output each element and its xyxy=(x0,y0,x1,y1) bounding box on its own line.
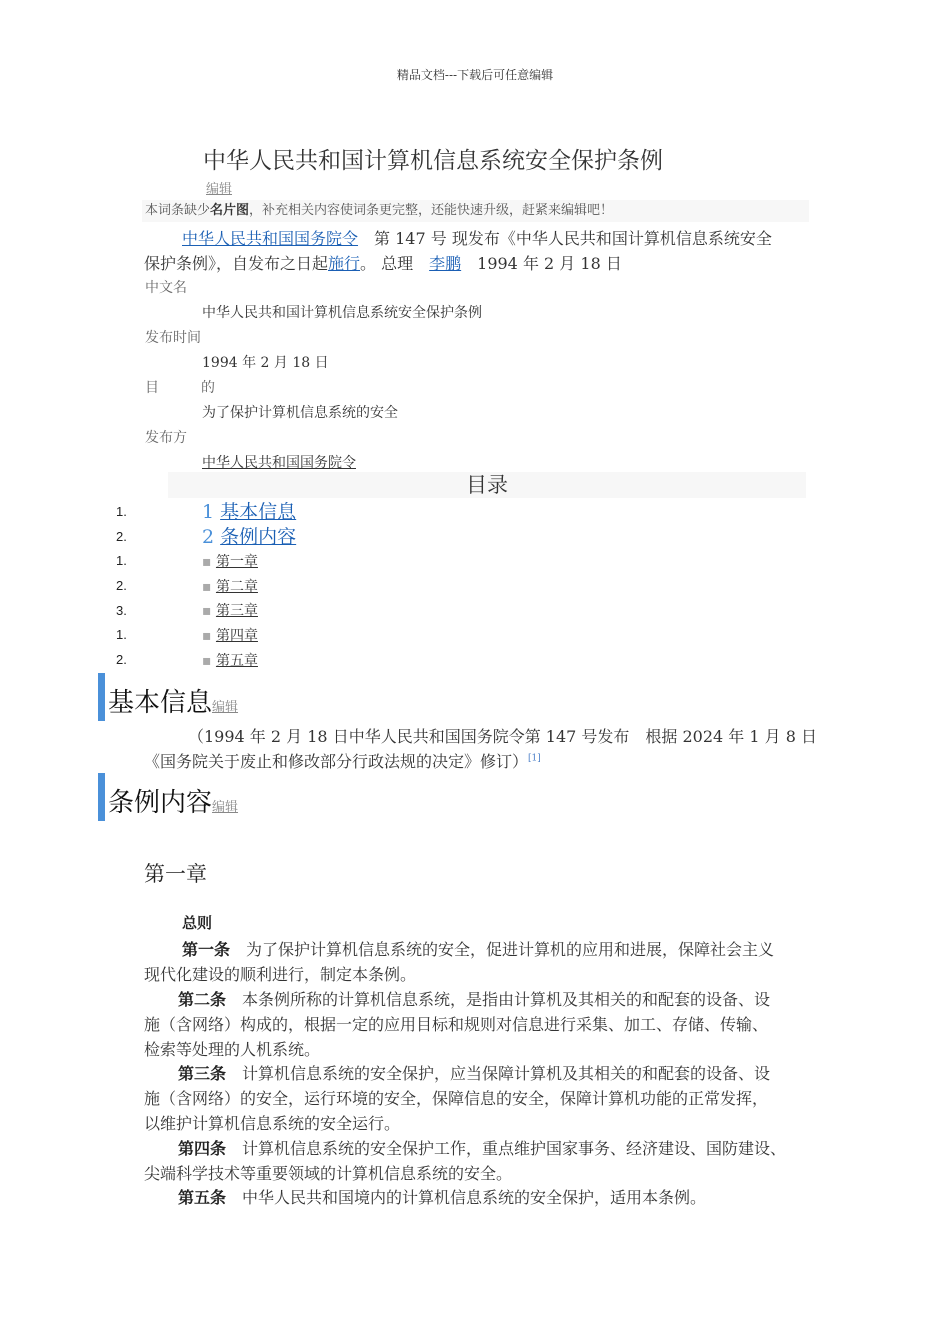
bullet-icon: ▪ xyxy=(202,554,212,570)
toc-link[interactable]: 基本信息 xyxy=(220,501,297,523)
toc-link[interactable]: 第三章 xyxy=(215,603,258,619)
intro-part-1: 第 147 号 现发布《中华人民共和国计算机信息系统安全 xyxy=(358,229,772,248)
section-marker xyxy=(98,773,105,821)
article-text: 计算机信息系统的安全保护工作，重点维护国家事务、经济建设、国防建设、 xyxy=(242,1139,787,1158)
title-edit-link[interactable]: 编辑 xyxy=(206,182,233,197)
article-text: 中华人民共和国境内的计算机信息系统的安全保护，适用本条例。 xyxy=(242,1188,707,1207)
article-2-line-1 xyxy=(178,987,770,1010)
enforce-link[interactable]: 施行 xyxy=(328,254,361,273)
toc-link[interactable]: 第五章 xyxy=(215,653,258,669)
toc-prefix: 1 xyxy=(202,501,215,523)
page-title: 中华人民共和国计算机信息系统安全保护条例 xyxy=(203,148,663,174)
toc-item-chapter-4[interactable] xyxy=(202,625,258,645)
toc-link[interactable]: 第一章 xyxy=(215,554,258,570)
article-label: 第二条 xyxy=(178,990,227,1009)
infobox-value-name: 中华人民共和国计算机信息系统安全保护条例 xyxy=(202,305,482,321)
article-label: 第五条 xyxy=(178,1188,227,1207)
bullet-icon: ▪ xyxy=(202,628,212,644)
infobox-label-purpose: 目 的 xyxy=(145,380,215,396)
section-heading: 条例内容 xyxy=(108,788,213,818)
article-label: 第四条 xyxy=(178,1139,227,1158)
article-3-line-3: 以维护计算机信息系统的安全运行。 xyxy=(144,1114,401,1133)
toc-link[interactable]: 条例内容 xyxy=(220,526,297,548)
toc-prefix: 2 xyxy=(202,526,215,548)
toc-item-regulation-content[interactable] xyxy=(202,522,296,549)
article-text: 计算机信息系统的安全保护，应当保障计算机及其相关的和配套的设备、设 xyxy=(242,1064,771,1083)
infobox-value-purpose: 为了保护计算机信息系统的安全 xyxy=(202,405,398,421)
banner-bold: 名片图 xyxy=(210,203,250,218)
intro-part-4: 1994 年 2 月 18 日 xyxy=(461,254,622,273)
infobox-label-date: 发布时间 xyxy=(145,330,201,346)
section1-line-2 xyxy=(144,749,541,772)
toc-num: 2. xyxy=(116,578,127,593)
section-edit-link[interactable]: 编辑 xyxy=(212,800,239,815)
section-title-regulation-content xyxy=(108,782,238,819)
section-marker xyxy=(98,673,105,721)
article-label: 第三条 xyxy=(178,1064,227,1083)
toc-num: 1. xyxy=(116,553,127,568)
intro-line-2 xyxy=(144,251,622,274)
toc-link[interactable]: 第二章 xyxy=(215,579,258,595)
toc-title: 目录 xyxy=(168,472,806,498)
bullet-icon: ▪ xyxy=(202,579,212,595)
article-4-line-2: 尖端科学技术等重要领域的计算机信息系统的安全。 xyxy=(144,1164,513,1183)
banner-suffix: ，补充相关内容使词条更完整，还能快速升级，赶紧来编辑吧！ xyxy=(249,203,614,218)
toc-item-chapter-2[interactable] xyxy=(202,576,258,596)
article-3-line-1 xyxy=(178,1061,770,1084)
toc-item-chapter-1[interactable] xyxy=(202,551,258,571)
article-2-line-2: 施（含网络）构成的，根据一定的应用目标和规则对信息进行采集、加工、存储、传输、 xyxy=(144,1015,769,1034)
chapter-subtitle: 总则 xyxy=(182,914,213,932)
article-4-line-1 xyxy=(178,1136,786,1159)
section1-line-2-text: 《国务院关于废止和修改部分行政法规的决定》修订） xyxy=(144,752,529,771)
infobox-label-name: 中文名 xyxy=(145,280,187,296)
article-3-line-2: 施（含网络）的安全，运行环境的安全，保障信息的安全，保障计算机功能的正常发挥， xyxy=(144,1089,769,1108)
toc-item-basic-info[interactable] xyxy=(202,497,296,524)
toc-item-chapter-3[interactable] xyxy=(202,600,258,620)
toc-num: 2. xyxy=(116,529,127,544)
infobox-value-date: 1994 年 2 月 18 日 xyxy=(202,355,329,371)
intro-part-3: 。 总理 xyxy=(360,254,430,273)
missing-image-banner xyxy=(142,200,809,222)
article-text: 为了保护计算机信息系统的安全，促进计算机的应用和进展，保障社会主义 xyxy=(246,940,775,959)
article-5-line-1 xyxy=(178,1185,706,1208)
article-label: 第一条 xyxy=(182,940,231,959)
section-heading: 基本信息 xyxy=(108,688,213,718)
infobox-label-publisher: 发布方 xyxy=(145,430,187,446)
header-note: 精品文档---下载后可任意编辑 xyxy=(396,68,554,82)
intro-part-2: 保护条例》，自发布之日起 xyxy=(144,254,329,273)
li-peng-link[interactable]: 李鹏 xyxy=(429,254,462,273)
article-1-line-1 xyxy=(182,937,774,960)
section-edit-link[interactable]: 编辑 xyxy=(212,700,239,715)
section1-line-1: （1994 年 2 月 18 日中华人民共和国国务院令第 147 号发布 根据 2024 年 1 月 8 日 xyxy=(188,727,817,746)
toc-num: 2. xyxy=(116,652,127,667)
infobox-value-publisher[interactable]: 中华人民共和国国务院令 xyxy=(202,455,356,471)
toc-num: 1. xyxy=(116,504,127,519)
toc-num: 3. xyxy=(116,603,127,618)
section-title-basic-info xyxy=(108,682,238,719)
bullet-icon: ▪ xyxy=(202,653,212,669)
article-2-line-3: 检索等处理的人机系统。 xyxy=(144,1040,321,1059)
chapter-heading: 第一章 xyxy=(144,863,207,886)
banner-prefix: 本词条缺少 xyxy=(145,203,211,218)
intro-line-1 xyxy=(182,226,772,249)
toc-item-chapter-5[interactable] xyxy=(202,650,258,670)
reference-link[interactable]: [1] xyxy=(528,753,541,764)
toc-num: 1. xyxy=(116,627,127,642)
bullet-icon: ▪ xyxy=(202,603,212,619)
state-council-order-link[interactable]: 中华人民共和国国务院令 xyxy=(182,229,359,248)
article-text: 本条例所称的计算机信息系统，是指由计算机及其相关的和配套的设备、设 xyxy=(242,990,771,1009)
article-1-line-2: 现代化建设的顺利进行，制定本条例。 xyxy=(144,965,417,984)
toc-link[interactable]: 第四章 xyxy=(215,628,258,644)
